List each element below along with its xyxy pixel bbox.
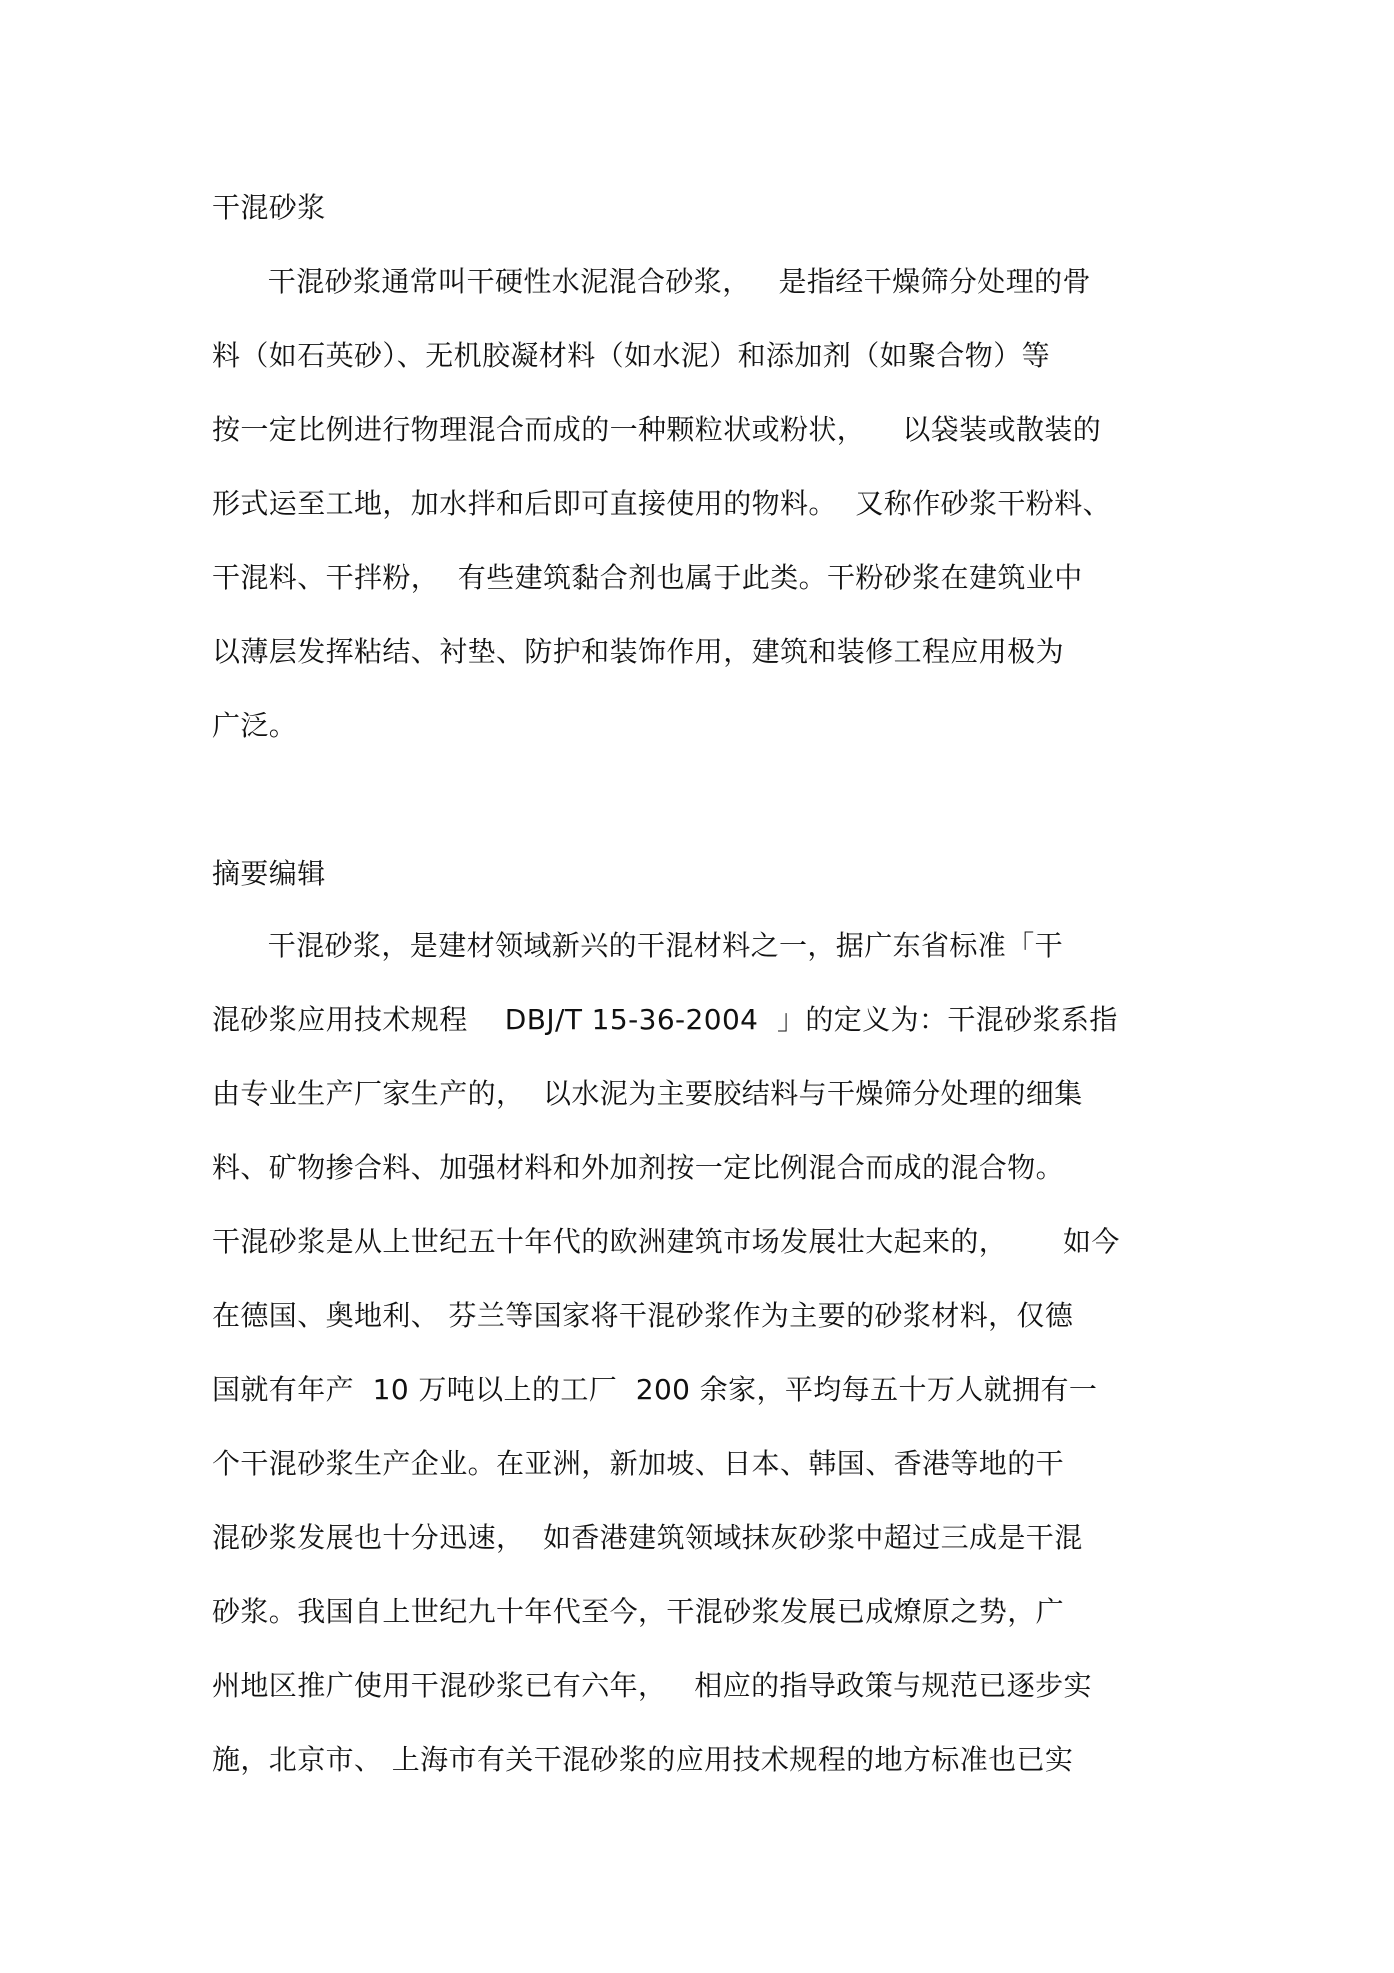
paragraph-line: 个干混砂浆生产企业。在亚洲，新加坡、日本、韩国、香港等地的干 bbox=[212, 1447, 1065, 1480]
paragraph-line: 干混砂浆通常叫干硬性水泥混合砂浆， 是指经干燥筛分处理的骨 bbox=[212, 265, 1091, 298]
paragraph-line: 干混料、干拌粉， 有些建筑黏合剂也属于此类。干粉砂浆在建筑业中 bbox=[212, 561, 1083, 594]
paragraph-line: 形式运至工地，加水拌和后即可直接使用的物料。 又称作砂浆干粉料、 bbox=[212, 487, 1112, 520]
section-title: 干混砂浆 bbox=[212, 191, 326, 224]
paragraph-line: 料、矿物掺合料、加强材料和外加剂按一定比例混合而成的混合物。 bbox=[212, 1151, 1065, 1184]
paragraph-line: 以薄层发挥粘结、衬垫、防护和装饰作用，建筑和装修工程应用极为 bbox=[212, 635, 1065, 668]
paragraph-line: 按一定比例进行物理混合而成的一种颗粒状或粉状， 以袋装或散装的 bbox=[212, 413, 1102, 446]
section-title: 摘要编辑 bbox=[212, 857, 326, 890]
paragraph-line: 砂浆。我国自上世纪九十年代至今，干混砂浆发展已成燎原之势，广 bbox=[212, 1595, 1065, 1628]
paragraph-line: 混砂浆发展也十分迅速， 如香港建筑领域抹灰砂浆中超过三成是干混 bbox=[212, 1521, 1083, 1554]
paragraph-line: 施，北京市、 上海市有关干混砂浆的应用技术规程的地方标准也已实 bbox=[212, 1743, 1074, 1776]
paragraph-line: 料（如石英砂）、无机胶凝材料（如水泥）和添加剂（如聚合物）等 bbox=[212, 339, 1051, 372]
paragraph-line: 国就有年产 10 万吨以上的工厂 200 余家，平均每五十万人就拥有一 bbox=[212, 1373, 1098, 1406]
paragraph-line: 混砂浆应用技术规程 DBJ/T 15-36-2004 」的定义为：干混砂浆系指 bbox=[212, 1003, 1118, 1036]
paragraph-line: 干混砂浆是从上世纪五十年代的欧洲建筑市场发展壮大起来的， 如今 bbox=[212, 1225, 1120, 1258]
paragraph-line: 广泛。 bbox=[212, 709, 298, 742]
paragraph-line: 干混砂浆，是建材领域新兴的干混材料之一，据广东省标准「干 bbox=[212, 929, 1064, 962]
paragraph-line: 州地区推广使用干混砂浆已有六年， 相应的指导政策与规范已逐步实 bbox=[212, 1669, 1092, 1702]
paragraph-line: 由专业生产厂家生产的， 以水泥为主要胶结料与干燥筛分处理的细集 bbox=[212, 1077, 1083, 1110]
paragraph-line: 在德国、奥地利、 芬兰等国家将干混砂浆作为主要的砂浆材料，仅德 bbox=[212, 1299, 1074, 1332]
